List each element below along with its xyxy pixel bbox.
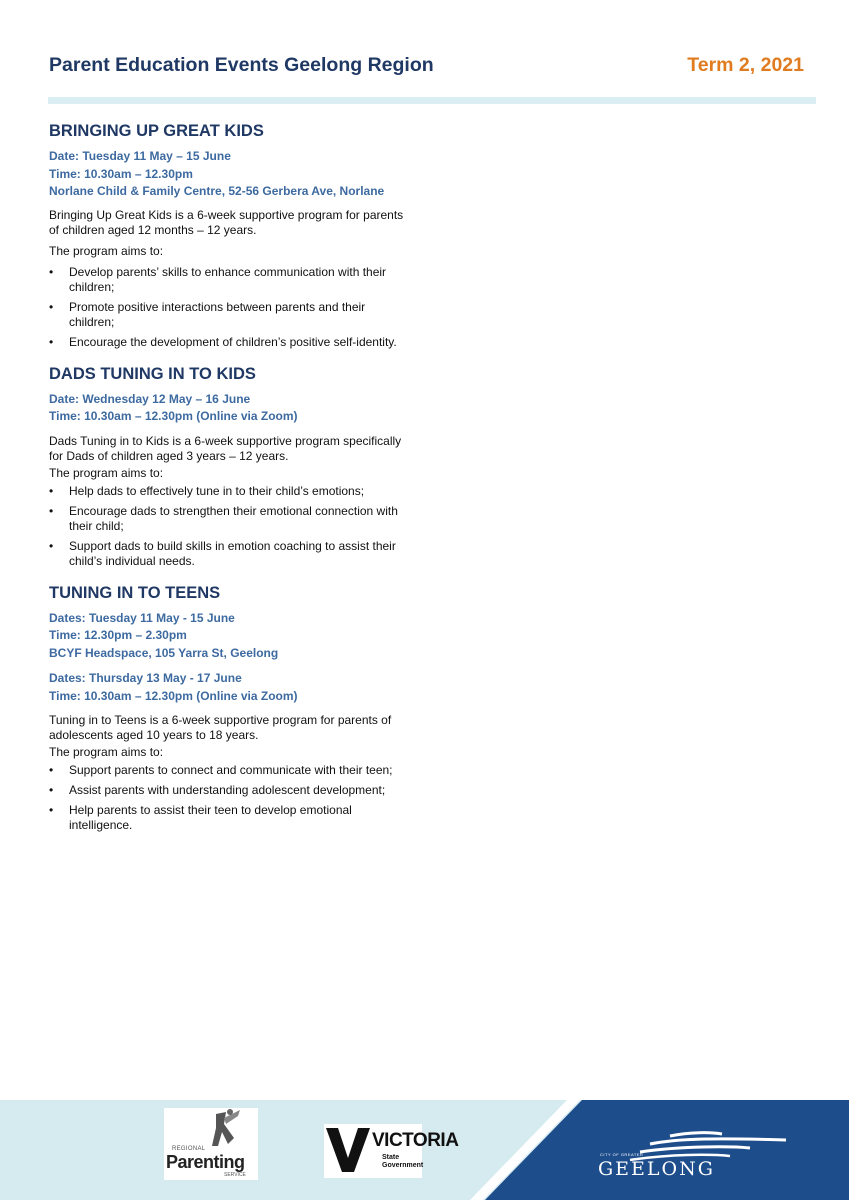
- program-aims-intro: The program aims to:: [49, 745, 164, 759]
- parenting-logo-tiny-text: SERVICE: [224, 1172, 246, 1178]
- victoria-sub-government: Government: [382, 1162, 424, 1169]
- event-details: [49, 610, 409, 663]
- parenting-logo-text: Parenting: [166, 1152, 245, 1172]
- section-title: TUNING IN TO TEENS: [49, 583, 221, 602]
- event-time: Time: 12.30pm – 2.30pm: [49, 628, 187, 642]
- event-date: Dates: Thursday 13 May - 17 June: [49, 671, 242, 685]
- aims-list: [49, 763, 409, 833]
- parenting-logo-small-text: REGIONAL: [172, 1146, 206, 1152]
- victoria-sub-state: State: [382, 1154, 400, 1161]
- program-aims-intro: The program aims to:: [49, 465, 164, 480]
- event-section-tuning-in-to-teens: [49, 583, 409, 834]
- list-item: • Assist parents with understanding adolescent development;: [49, 783, 409, 798]
- event-details: [49, 148, 409, 201]
- event-details: [49, 670, 409, 705]
- geelong-logo-small-text: CITY OF GREATER: [600, 1152, 644, 1157]
- list-item: • Encourage dads to strengthen their emotional connection with their child;: [49, 504, 409, 534]
- event-date: Date: Wednesday 12 May – 16 June: [49, 391, 251, 406]
- event-location: BCYF Headspace, 105 Yarra St, Geelong: [49, 645, 279, 660]
- page-footer: [0, 1100, 849, 1200]
- program-description: Bringing Up Great Kids is a 6-week supportive program for parents of children aged 12 months – 12 years.: [49, 207, 404, 237]
- section-title: BRINGING UP GREAT KIDS: [49, 122, 264, 140]
- list-item: • Help parents to assist their teen to develop emotional intelligence.: [49, 803, 409, 833]
- aims-list: [49, 484, 409, 569]
- event-details: [49, 391, 409, 426]
- list-item: • Support dads to build skills in emotion coaching to assist their child’s individual needs.: [49, 539, 409, 569]
- event-date: Dates: Tuesday 11 May - 15 June: [49, 610, 235, 625]
- event-date: Date: Tuesday 11 May – 15 June: [49, 149, 231, 163]
- geelong-logo-text: GEELONG: [598, 1158, 715, 1180]
- regional-parenting-logo: [164, 1108, 258, 1180]
- program-aims-intro: The program aims to:: [49, 243, 164, 258]
- event-section-dads-tuning-in-to-kids: [49, 364, 409, 569]
- parenting-figure-icon: [164, 1108, 258, 1148]
- event-section-bringing-up-great-kids: [49, 121, 409, 350]
- aims-list: [49, 265, 409, 350]
- event-time: Time: 10.30am – 12.30pm: [49, 166, 193, 181]
- program-description: Dads Tuning in to Kids is a 6-week supportive program specifically for Dads of children aged 3 years – 12 years.: [49, 433, 402, 463]
- list-item: • Promote positive interactions between parents and their children;: [49, 300, 409, 330]
- victoria-wordmark: VICTORIA: [372, 1130, 459, 1151]
- list-item: • Develop parents’ skills to enhance communication with their children;: [49, 265, 409, 295]
- event-location: Norlane Child & Family Centre, 52-56 Gerbera Ave, Norlane: [49, 184, 385, 198]
- list-item: • Encourage the development of children’s positive self-identity.: [49, 335, 409, 350]
- section-title: DADS TUNING IN TO KIDS: [49, 364, 256, 383]
- term-label: Term 2, 2021: [687, 54, 804, 76]
- page-title: Parent Education Events Geelong Region: [49, 54, 434, 76]
- victoria-state-government-logo: [324, 1124, 459, 1178]
- event-time: Time: 10.30am – 12.30pm (Online via Zoom): [49, 409, 298, 423]
- list-item: • Help dads to effectively tune in to their child’s emotions;: [49, 484, 409, 499]
- event-time: Time: 10.30am – 12.30pm (Online via Zoom): [49, 688, 298, 703]
- events-list: [49, 121, 409, 847]
- list-item: • Support parents to connect and communicate with their teen;: [49, 763, 409, 778]
- header-divider: [48, 97, 816, 104]
- program-description: Tuning in to Teens is a 6-week supportive program for parents of adolescents aged 10 years to 18 years.: [49, 713, 392, 742]
